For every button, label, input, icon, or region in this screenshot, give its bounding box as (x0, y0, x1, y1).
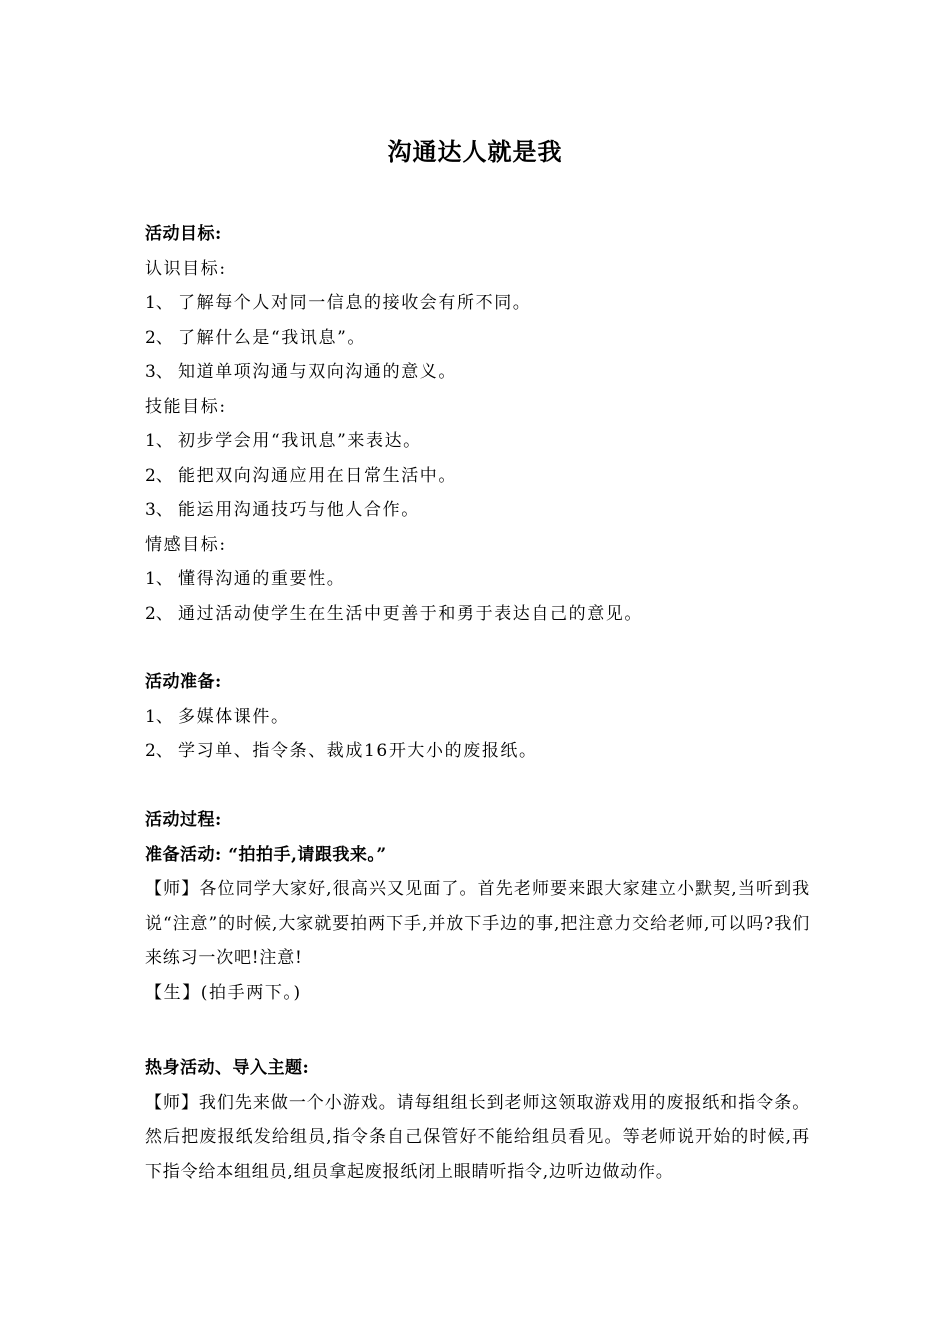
list-item: 2、 能把双向沟通应用在日常生活中。 (145, 465, 457, 486)
list-item: 1、 多媒体课件。 (145, 706, 290, 727)
cognitive-label: 认识目标: (145, 258, 227, 279)
list-item: 1、 初步学会用“我讯息”来表达。 (145, 431, 422, 451)
emotion-label: 情感目标: (145, 534, 227, 555)
list-item: 1、 了解每个人对同一信息的接收会有所不同。 (145, 293, 532, 313)
teacher-paragraph: 【师】我们先来做一个小游戏。请每组组长到老师这领取游戏用的废报纸和指令条。然后把废报纸发给组员,指令条自己保管好不能给组员看见。等老师说开始的时候,再下指令给本组组员,组员拿起废报纸闭上眼睛听指令,边听边做动作。 (145, 1092, 810, 1182)
intro-section (145, 1051, 810, 1189)
skill-label: 技能目标: (145, 396, 227, 417)
list-item: 2、 通过活动使学生在生活中更善于和勇于表达自己的意见。 (145, 603, 643, 624)
process-heading: 活动过程: (145, 810, 222, 830)
list-item: 2、 了解什么是“我讯息”。 (145, 327, 366, 348)
list-item: 2、 学习单、指令条、裁成16开大小的废报纸。 (145, 741, 538, 761)
prep-heading: 活动准备: (145, 672, 222, 692)
student-line: 【生】(拍手两下。) (145, 982, 302, 1003)
goals-heading: 活动目标: (145, 224, 222, 244)
goals-section (145, 217, 810, 631)
warmup-heading: 准备活动: “拍拍手,请跟我来。” (145, 844, 387, 865)
prep-section (145, 665, 810, 769)
list-item: 3、 知道单项沟通与双向沟通的意义。 (145, 362, 457, 382)
list-item: 3、 能运用沟通技巧与他人合作。 (145, 500, 420, 520)
process-section (145, 803, 810, 1010)
intro-heading: 热身活动、导入主题: (145, 1058, 310, 1078)
page-title: 沟通达人就是我 (387, 137, 563, 166)
list-item: 1、 懂得沟通的重要性。 (145, 569, 346, 589)
teacher-paragraph: 【师】各位同学大家好,很高兴又见面了。首先老师要来跟大家建立小默契,当听到我说“注意”的时候,大家就要拍两下手,并放下手边的事,把注意力交给老师,可以吗?我们来练习一次吧!注意! (145, 879, 810, 968)
